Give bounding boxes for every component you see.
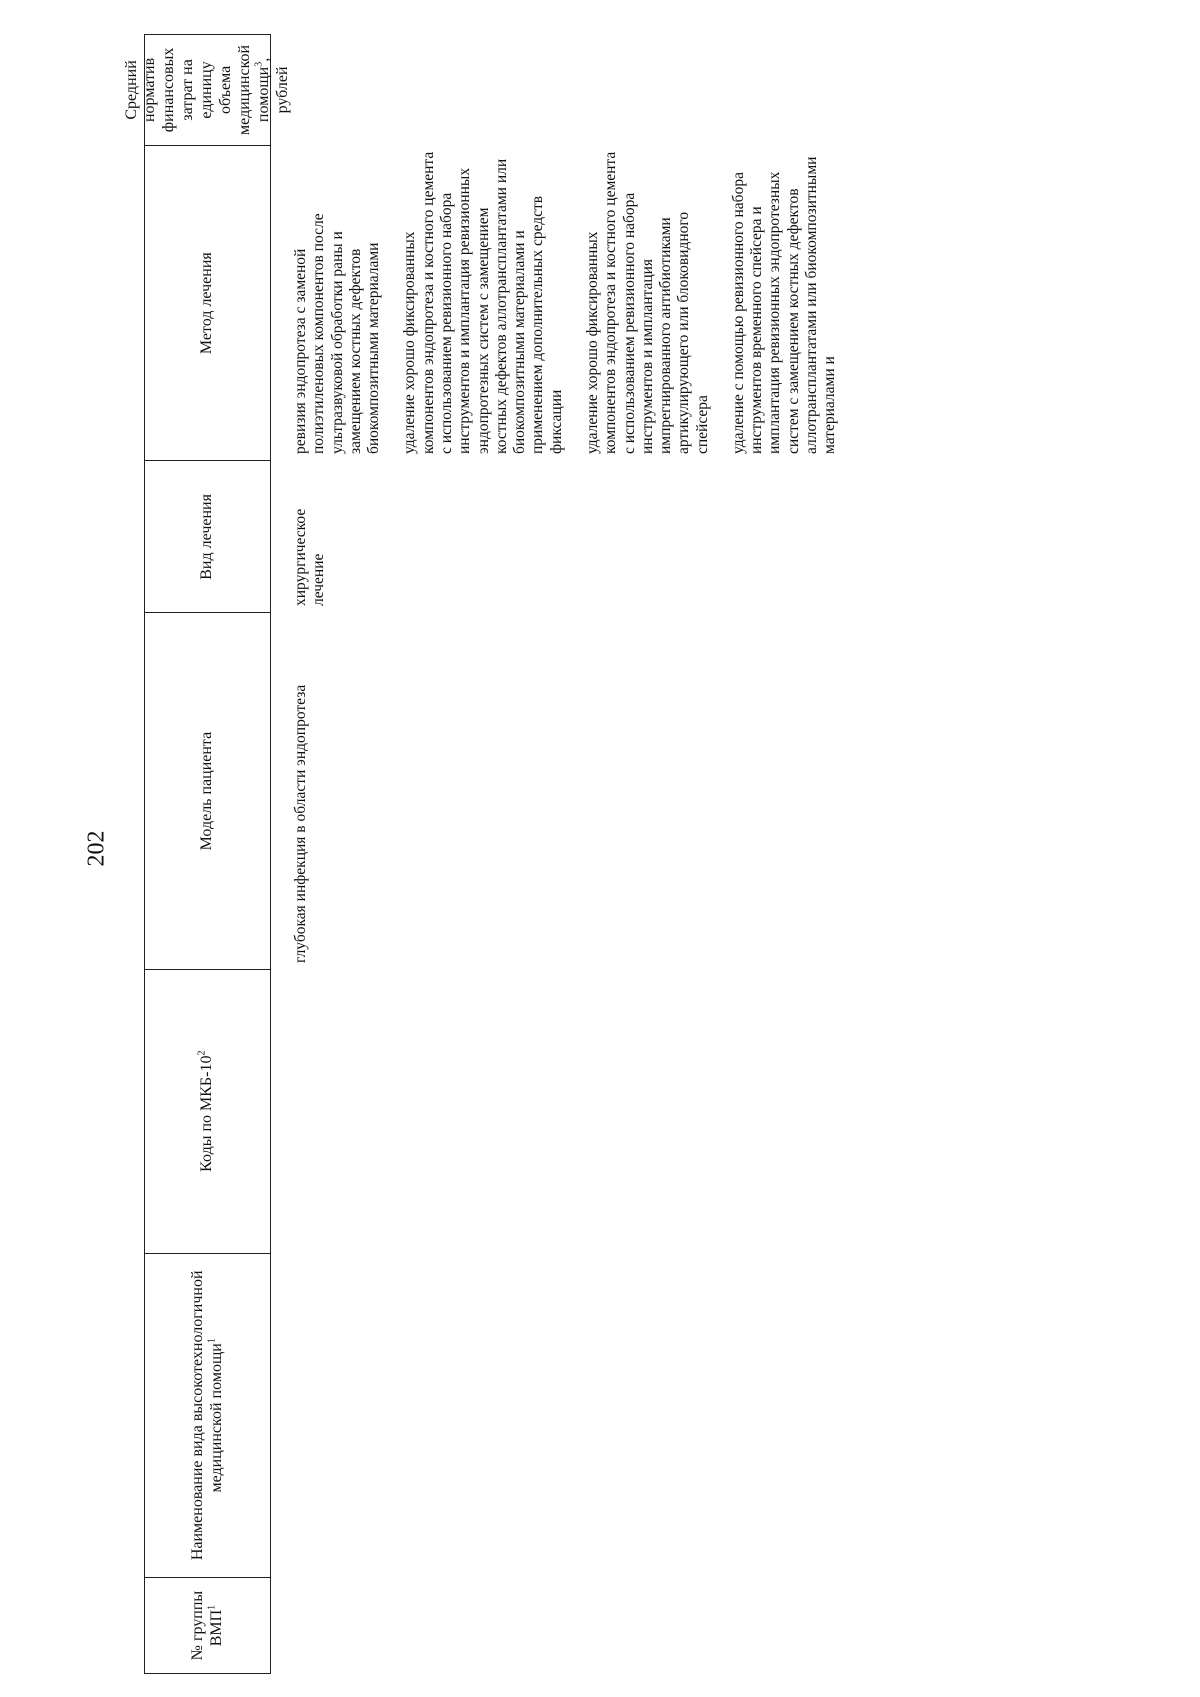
- header-cost: Средний норматив финансовых затрат на единицу объема медицинской помощи$^3$, рублей: [122, 44, 291, 135]
- cell-group-no: [292, 1578, 858, 1674]
- cell-cost: [292, 34, 858, 144]
- header-treatment-type: Вид лечения: [145, 460, 270, 612]
- cell-codes: [292, 969, 858, 1253]
- method-item: ревизия эндопротеза с заменой полиэтиленовых компонентов после ультразвуковой обработки раны и замещением костных дефектов биокомпозитными материалами: [292, 213, 383, 454]
- treatment-table: [122, 34, 858, 1674]
- table-row: [271, 34, 858, 1674]
- cell-method: [292, 144, 858, 460]
- header-method: Метод лечения: [145, 145, 270, 461]
- table-header-row: [122, 34, 291, 1674]
- method-item: удаление хорошо фиксированных компонентов эндопротеза и костного цемента с использованием ревизионного набора инструментов и имплантация импрегнированного антибиотиками артикулирующего или блоковидного спейсера: [583, 151, 711, 454]
- cell-name: [292, 1253, 858, 1578]
- rotated-page-content: [0, 34, 1200, 1674]
- cell-treatment-type: хирургическое лечение: [292, 508, 328, 606]
- header-codes: Коды по МКБ-$10^2$: [145, 969, 270, 1253]
- header-name: Наименование вида высокотехнологичной медицинской помощи$^1$: [145, 1253, 270, 1578]
- method-item: удаление хорошо фиксированных компонентов эндопротеза и костного цемента с использованием ревизионного набора инструментов и имплантация ревизионных эндопротезных систем с замещением костных дефектов аллотрансплантатами или биокомпозитными материалами и применением дополнительных средств фиксации: [401, 151, 565, 454]
- method-item: удаление с помощью ревизионного набора инструментов временного спейсера и имплантация ревизионных эндопротезных систем с замещением костных дефектов аллотрансплантатами или биокомпозитными материалами и: [729, 156, 839, 454]
- page-number-text: 202: [83, 830, 110, 866]
- cell-patient-model: глубокая инфекция в области эндопротеза: [292, 684, 309, 963]
- header-patient-model: Модель пациента: [145, 612, 270, 969]
- header-group-no: № группы ВМП$^1$: [145, 1577, 270, 1673]
